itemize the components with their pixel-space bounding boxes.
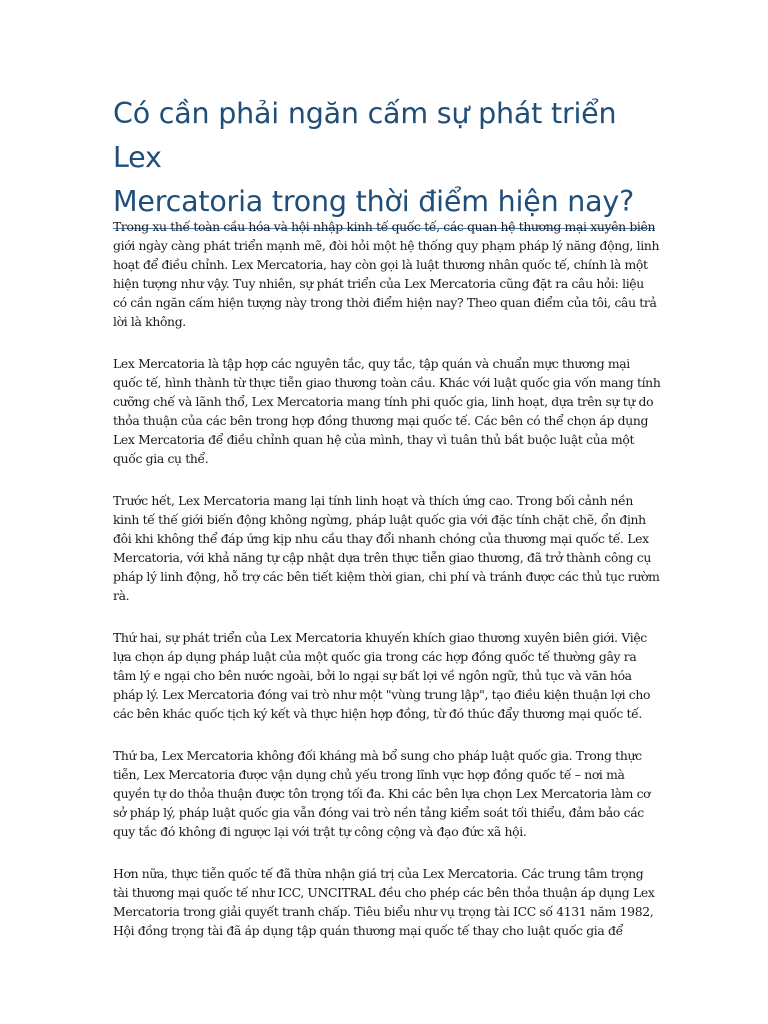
paragraph-6: Hơn nữa, thực tiễn quốc tế đã thừa nhận giá trị của Lex Mercatoria. Các trung tâm trọng tài thương mại quốc tế như ICC, UNCITRAL đều cho phép các bên thỏa thuận áp dụng Lex Mercatoria trong giải quyết tranh chấp. Tiêu biểu như vụ trọng tài ICC số 4131 năm 1982, Hội đồng trọng tài đã áp dụng tập quán thương mại quốc tế thay cho luật quốc gia để <box>113 866 655 938</box>
document-body <box>113 217 661 963</box>
paragraph-1: Trong xu thế toàn cầu hóa và hội nhập kinh tế quốc tế, các quan hệ thương mại xuyên biên giới ngày càng phát triển mạnh mẽ, đòi hỏi một hệ thống quy phạm pháp lý năng động, linh hoạt để điều chỉnh. Lex Mercatoria, hay còn gọi là luật thương nhân quốc tế, chính là một hiện tượng như vậy. Tuy nhiên, sự phát triển của Lex Mercatoria cũng đặt ra câu hỏi: liệu có cần ngăn cấm hiện tượng này trong thời điểm hiện nay? Theo quan điểm của tôi, câu trả lời là không. <box>113 219 660 329</box>
paragraph-2: Lex Mercatoria là tập hợp các nguyên tắc, quy tắc, tập quán và chuẩn mực thương mại quốc tế, hình thành từ thực tiễn giao thương toàn cầu. Khác với luật quốc gia vốn mang tính cưỡng chế và lãnh thổ, Lex Mercatoria mang tính phi quốc gia, linh hoạt, dựa trên sự tự do thỏa thuận của các bên trong hợp đồng thương mại quốc tế. Các bên có thể chọn áp dụng Lex Mercatoria để điều chỉnh quan hệ của mình, thay vì tuân thủ bắt buộc luật của một quốc gia cụ thể. <box>113 356 661 466</box>
title-block <box>113 92 658 229</box>
paragraph-4: Thứ hai, sự phát triển của Lex Mercatoria khuyến khích giao thương xuyên biên giới. Việc lựa chọn áp dụng pháp luật của một quốc gia trong các hợp đồng quốc tế thường gây ra tâm lý e ngại cho bên nước ngoài, bởi lo ngại sự bất lợi về ngôn ngữ, thủ tục và văn hóa pháp lý. Lex Mercatoria đóng vai trò như một "vùng trung lập", tạo điều kiện thuận lợi cho các bên khác quốc tịch ký kết và thực hiện hợp đồng, từ đó thúc đẩy thương mại quốc tế. <box>113 630 651 721</box>
title-line-2: Mercatoria trong thời điểm hiện nay? <box>113 185 635 218</box>
paragraph-5: Thứ ba, Lex Mercatoria không đối kháng mà bổ sung cho pháp luật quốc gia. Trong thực tiễn, Lex Mercatoria được vận dụng chủ yếu trong lĩnh vực hợp đồng quốc tế – nơi mà quyền tự do thỏa thuận được tôn trọng tối đa. Khi các bên lựa chọn Lex Mercatoria làm cơ sở pháp lý, pháp luật quốc gia vẫn đóng vai trò nền tảng kiểm soát tối thiểu, đảm bảo các quy tắc đó không đi ngược lại với trật tự công cộng và đạo đức xã hội. <box>113 748 651 839</box>
document-title <box>113 92 658 224</box>
paragraph-3: Trước hết, Lex Mercatoria mang lại tính linh hoạt và thích ứng cao. Trong bối cảnh nền kinh tế thế giới biến động không ngừng, pháp luật quốc gia với đặc tính chặt chẽ, ổn định đôi khi không thể đáp ứng kịp nhu cầu thay đổi nhanh chóng của thương mại quốc tế. Lex Mercatoria, với khả năng tự cập nhật dựa trên thực tiễn giao thương, đã trở thành công cụ pháp lý linh động, hỗ trợ các bên tiết kiệm thời gian, chi phí và tránh được các thủ tục rườm rà. <box>113 493 660 603</box>
title-line-1: Có cần phải ngăn cấm sự phát triển Lex <box>113 97 617 174</box>
